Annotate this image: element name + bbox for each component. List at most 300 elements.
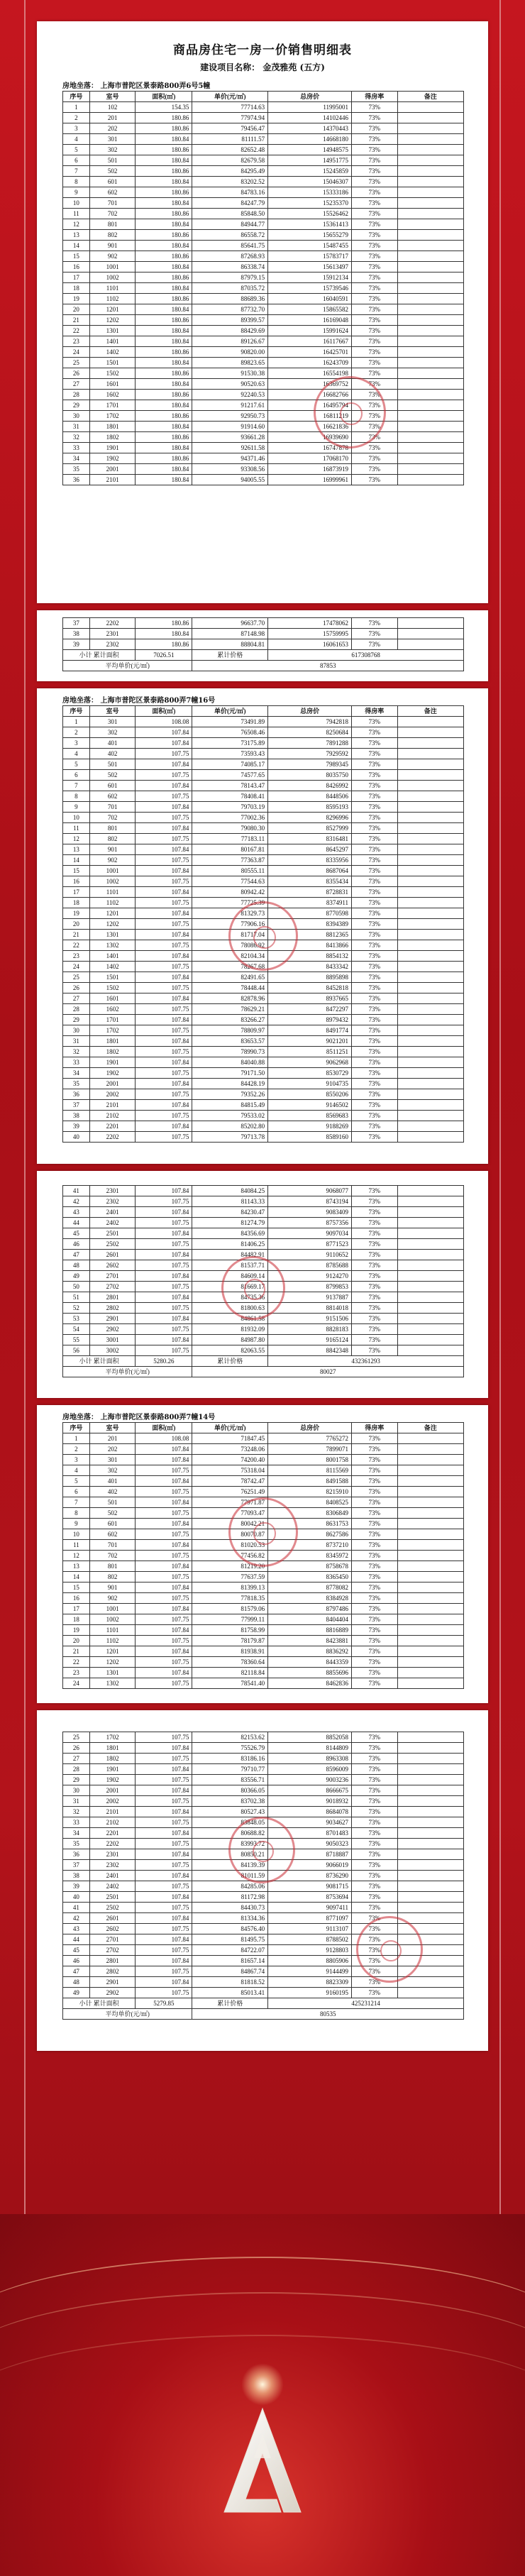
table-cell: 8530729: [268, 1068, 352, 1079]
table-row: [63, 219, 464, 230]
table-cell: 8631753: [268, 1519, 352, 1529]
table-cell: [397, 1508, 463, 1519]
table-cell: 801: [89, 1561, 136, 1572]
table-cell: 17: [63, 273, 90, 283]
table-cell: 15759995: [268, 629, 352, 639]
table-cell: 180.86: [136, 347, 192, 358]
subtotal-label: 小计 累计面积: [63, 1998, 136, 2009]
table-cell: 8805906: [268, 1956, 352, 1966]
table-cell: [397, 834, 463, 844]
table-cell: 2901: [89, 1314, 136, 1324]
table-cell: [397, 113, 463, 123]
table-cell: [397, 1186, 463, 1196]
table-cell: 81717.04: [192, 930, 268, 940]
table-cell: 16243709: [268, 358, 352, 368]
table-cell: 48: [63, 1977, 90, 1988]
column-header: 面积(㎡): [136, 1423, 192, 1433]
table-cell: 2902: [89, 1324, 136, 1335]
table-cell: 8374911: [268, 898, 352, 908]
table-cell: 17: [63, 887, 90, 898]
table-cell: 47: [63, 1250, 90, 1260]
table-cell: 107.75: [136, 1529, 192, 1540]
table-cell: [397, 759, 463, 770]
table-cell: 8215910: [268, 1487, 352, 1497]
table-cell: 701: [89, 802, 136, 813]
table-cell: [397, 1657, 463, 1668]
average-price-row: [63, 1367, 464, 1377]
table-cell: 2101: [89, 1100, 136, 1111]
table-cell: 84084.25: [192, 1186, 268, 1196]
table-cell: 1102: [89, 898, 136, 908]
table-cell: 107.84: [136, 823, 192, 834]
table-cell: 702: [89, 813, 136, 823]
table-row: [63, 230, 464, 241]
table-cell: 21: [63, 930, 90, 940]
table-cell: 81011.59: [192, 1871, 268, 1881]
table-cell: 8589160: [268, 1132, 352, 1143]
table-cell: 83993.72: [192, 1839, 268, 1849]
table-cell: 73%: [352, 315, 398, 326]
table-cell: 2802: [89, 1303, 136, 1314]
table-cell: 73%: [352, 1561, 398, 1572]
table-cell: 180.86: [136, 123, 192, 134]
table-cell: [397, 823, 463, 834]
table-cell: 15: [63, 1583, 90, 1593]
table-cell: 73%: [352, 717, 398, 727]
table-cell: 81143.33: [192, 1196, 268, 1207]
table-row: [63, 187, 464, 198]
table-cell: 32: [63, 1047, 90, 1057]
table-cell: 1202: [89, 315, 136, 326]
table-cell: 73%: [352, 1668, 398, 1678]
table-cell: 8828183: [268, 1324, 352, 1335]
table-cell: 1002: [89, 273, 136, 283]
table-cell: [397, 844, 463, 855]
table-cell: 73%: [352, 972, 398, 983]
table-cell: 26: [63, 1743, 90, 1754]
table-cell: 85641.75: [192, 241, 268, 251]
table-cell: 1802: [89, 432, 136, 443]
table-cell: 107.75: [136, 1004, 192, 1015]
table-cell: 73%: [352, 1903, 398, 1913]
table-row: [63, 1614, 464, 1625]
table-cell: 107.84: [136, 1583, 192, 1593]
table-cell: [397, 1444, 463, 1455]
table-cell: 902: [89, 251, 136, 262]
table-cell: 1501: [89, 358, 136, 368]
table-row: [63, 1668, 464, 1678]
project-suffix: (五方): [299, 62, 325, 72]
table-cell: 24: [63, 962, 90, 972]
table-cell: 107.84: [136, 1977, 192, 1988]
table-row: [63, 379, 464, 390]
table-cell: 107.84: [136, 1250, 192, 1260]
table-cell: 31: [63, 1036, 90, 1047]
table-cell: 81020.53: [192, 1540, 268, 1551]
table-row: [63, 177, 464, 187]
table-cell: 92240.53: [192, 390, 268, 400]
table-cell: [397, 1455, 463, 1465]
table-cell: 73%: [352, 166, 398, 177]
table-cell: 80942.42: [192, 887, 268, 898]
table-cell: 107.75: [136, 1551, 192, 1561]
table-cell: 107.84: [136, 1934, 192, 1945]
table-cell: 5: [63, 759, 90, 770]
table-cell: 8979432: [268, 1015, 352, 1025]
table-cell: 25: [63, 358, 90, 368]
table-cell: 89126.67: [192, 336, 268, 347]
table-cell: [397, 1068, 463, 1079]
table-cell: 82878.96: [192, 993, 268, 1004]
table-cell: 18: [63, 283, 90, 294]
table-cell: [397, 304, 463, 315]
table-cell: [397, 1036, 463, 1047]
table-cell: [397, 1121, 463, 1132]
table-cell: 8852058: [268, 1732, 352, 1743]
subtotal-price: 425231214: [268, 1998, 464, 2009]
table-cell: 9104735: [268, 1079, 352, 1089]
table-cell: [397, 1057, 463, 1068]
official-seal-stamp: [228, 1817, 295, 1883]
table-cell: 8491774: [268, 1025, 352, 1036]
table-cell: 81932.09: [192, 1324, 268, 1335]
table-cell: 2001: [89, 1079, 136, 1089]
table-cell: 6: [63, 770, 90, 781]
table-cell: 17068170: [268, 453, 352, 464]
subtotal-area: 5280.26: [136, 1356, 192, 1367]
table-cell: 8718887: [268, 1849, 352, 1860]
table-cell: 38: [63, 1871, 90, 1881]
table-cell: [397, 1487, 463, 1497]
table-cell: 83556.71: [192, 1775, 268, 1785]
table-cell: 15783717: [268, 251, 352, 262]
table-cell: 73%: [352, 294, 398, 304]
table-cell: 84722.07: [192, 1945, 268, 1956]
average-price-value: 80027: [192, 1367, 464, 1377]
table-cell: 79710.77: [192, 1764, 268, 1775]
table-cell: 8757356: [268, 1218, 352, 1228]
table-cell: 26: [63, 368, 90, 379]
column-header: 得房率: [352, 1423, 398, 1433]
table-cell: 18: [63, 898, 90, 908]
table-cell: 77999.11: [192, 1614, 268, 1625]
table-cell: [397, 1551, 463, 1561]
table-cell: 73%: [352, 1487, 398, 1497]
table-cell: 3002: [89, 1345, 136, 1356]
table-cell: 107.84: [136, 1561, 192, 1572]
table-cell: 34: [63, 453, 90, 464]
table-cell: 78990.73: [192, 1047, 268, 1057]
table-row: [63, 102, 464, 113]
table-cell: 1302: [89, 1678, 136, 1689]
table-cell: 107.75: [136, 1239, 192, 1250]
table-row: [63, 1207, 464, 1218]
table-row: [63, 1186, 464, 1196]
table-cell: 73491.89: [192, 717, 268, 727]
document-page-2: [37, 610, 488, 681]
table-cell: 401: [89, 1476, 136, 1487]
table-cell: [397, 1047, 463, 1057]
table-cell: 9066019: [268, 1860, 352, 1871]
table-cell: 86338.74: [192, 262, 268, 273]
table-cell: 8753694: [268, 1892, 352, 1903]
table-cell: 9003236: [268, 1775, 352, 1785]
table-cell: 8736290: [268, 1871, 352, 1881]
table-row: [63, 1625, 464, 1636]
table-cell: 180.84: [136, 134, 192, 145]
document-page-1: [37, 21, 488, 603]
table-cell: 73%: [352, 1892, 398, 1903]
table-cell: 602: [89, 791, 136, 802]
table-cell: 81800.63: [192, 1303, 268, 1314]
table-cell: 15526462: [268, 209, 352, 219]
table-cell: 73%: [352, 898, 398, 908]
table-cell: 84040.88: [192, 1057, 268, 1068]
table-cell: 107.84: [136, 866, 192, 876]
table-cell: 107.84: [136, 1476, 192, 1487]
table-cell: 1802: [89, 1754, 136, 1764]
table-cell: 1302: [89, 940, 136, 951]
table-cell: 1801: [89, 1036, 136, 1047]
table-row: [63, 1593, 464, 1604]
table-cell: 73%: [352, 1260, 398, 1271]
table-cell: 802: [89, 230, 136, 241]
table-cell: [397, 738, 463, 749]
table-cell: [397, 443, 463, 453]
table-cell: 73%: [352, 1754, 398, 1764]
table-cell: 2301: [89, 629, 136, 639]
table-cell: 502: [89, 1508, 136, 1519]
table-cell: 601: [89, 781, 136, 791]
table-cell: [397, 432, 463, 443]
table-cell: 15991624: [268, 326, 352, 336]
table-cell: 8728831: [268, 887, 352, 898]
table-cell: 78629.21: [192, 1004, 268, 1015]
table-cell: [397, 1433, 463, 1444]
table-row: [63, 1903, 464, 1913]
table-cell: [397, 134, 463, 145]
table-cell: 202: [89, 1444, 136, 1455]
table-cell: 107.75: [136, 1260, 192, 1271]
table-cell: [397, 1678, 463, 1689]
table-cell: [397, 1476, 463, 1487]
table-cell: 81329.73: [192, 908, 268, 919]
table-cell: 8684078: [268, 1807, 352, 1817]
table-cell: 2901: [89, 1977, 136, 1988]
table-row: [63, 887, 464, 898]
table-row: [63, 464, 464, 475]
table-cell: 28: [63, 1764, 90, 1775]
table-cell: 2401: [89, 1207, 136, 1218]
table-cell: 78267.68: [192, 962, 268, 972]
table-cell: 81219.20: [192, 1561, 268, 1572]
table-row: [63, 823, 464, 834]
table-cell: 107.75: [136, 1303, 192, 1314]
table-cell: 107.84: [136, 908, 192, 919]
table-row: [63, 972, 464, 983]
table-cell: 73%: [352, 1433, 398, 1444]
column-header: 备注: [397, 1423, 463, 1433]
table-cell: 180.84: [136, 379, 192, 390]
table-cell: 8569683: [268, 1111, 352, 1121]
table-row: [63, 304, 464, 315]
table-cell: [397, 1132, 463, 1143]
table-cell: 9: [63, 187, 90, 198]
table-cell: 107.84: [136, 1892, 192, 1903]
table-cell: 107.75: [136, 1754, 192, 1764]
table-cell: [397, 930, 463, 940]
table-cell: 39: [63, 639, 90, 650]
table-cell: 77974.94: [192, 113, 268, 123]
table-cell: [397, 1732, 463, 1743]
table-cell: 73%: [352, 1614, 398, 1625]
table-cell: 107.84: [136, 1764, 192, 1775]
table-cell: [397, 1218, 463, 1228]
table-cell: 46: [63, 1956, 90, 1966]
table-cell: 107.84: [136, 1668, 192, 1678]
table-cell: 1901: [89, 1057, 136, 1068]
table-cell: 73%: [352, 1519, 398, 1529]
table-cell: 78179.87: [192, 1636, 268, 1646]
table-cell: 30: [63, 1785, 90, 1796]
table-cell: 73%: [352, 1913, 398, 1924]
table-cell: 8365450: [268, 1572, 352, 1583]
table-cell: 84609.14: [192, 1271, 268, 1282]
table-cell: 107.84: [136, 1335, 192, 1345]
table-cell: 8035750: [268, 770, 352, 781]
table-cell: 12: [63, 834, 90, 844]
table-cell: 73%: [352, 618, 398, 629]
table-cell: [397, 1004, 463, 1015]
table-cell: 16040591: [268, 294, 352, 304]
table-cell: 82679.58: [192, 155, 268, 166]
table-row: [63, 759, 464, 770]
table-cell: 88804.81: [192, 639, 268, 650]
table-cell: 16061653: [268, 639, 352, 650]
table-cell: 1002: [89, 1614, 136, 1625]
table-cell: 73%: [352, 802, 398, 813]
table-cell: 21: [63, 1646, 90, 1657]
table-cell: 73%: [352, 1657, 398, 1668]
column-header: 得房率: [352, 706, 398, 717]
table-cell: 180.86: [136, 618, 192, 629]
table-cell: 8426992: [268, 781, 352, 791]
table-row: [63, 1678, 464, 1689]
table-cell: 78143.47: [192, 781, 268, 791]
table-cell: 73%: [352, 1807, 398, 1817]
table-cell: 9188269: [268, 1121, 352, 1132]
subtotal-area: 5279.85: [136, 1998, 192, 2009]
table-row: [63, 1324, 464, 1335]
table-cell: 2301: [89, 1186, 136, 1196]
table-cell: [397, 855, 463, 866]
table-cell: 8306849: [268, 1508, 352, 1519]
table-row: [63, 618, 464, 629]
table-cell: [397, 1583, 463, 1593]
table-row: [63, 251, 464, 262]
table-cell: 84735.36: [192, 1292, 268, 1303]
table-cell: 801: [89, 823, 136, 834]
table-row: [63, 134, 464, 145]
table-cell: 35: [63, 1839, 90, 1849]
table-cell: 79352.26: [192, 1089, 268, 1100]
right-frame-line: [499, 0, 501, 2576]
table-cell: [397, 155, 463, 166]
table-cell: [397, 1636, 463, 1646]
table-cell: [397, 618, 463, 629]
table-cell: 17: [63, 1604, 90, 1614]
table-cell: 73%: [352, 209, 398, 219]
column-header: 单价(元/㎡): [192, 1423, 268, 1433]
column-header: 备注: [397, 706, 463, 717]
table-cell: 2501: [89, 1892, 136, 1903]
table-cell: 2202: [89, 1132, 136, 1143]
table-cell: 81495.75: [192, 1934, 268, 1945]
table-cell: 8814018: [268, 1303, 352, 1314]
table-cell: 8743194: [268, 1196, 352, 1207]
table-row: [63, 432, 464, 443]
table-cell: 1301: [89, 326, 136, 336]
table-cell: 22: [63, 326, 90, 336]
table-cell: [397, 326, 463, 336]
table-cell: 1802: [89, 1047, 136, 1057]
table-row: [63, 198, 464, 209]
table-cell: [397, 358, 463, 368]
table-cell: 2201: [89, 1121, 136, 1132]
table-cell: [397, 1335, 463, 1345]
table-cell: 8855696: [268, 1668, 352, 1678]
table-cell: 8823309: [268, 1977, 352, 1988]
table-cell: 15865582: [268, 304, 352, 315]
table-cell: 107.84: [136, 972, 192, 983]
table-cell: 90820.00: [192, 347, 268, 358]
section-heading: 房地坐落： 上海市普陀区景泰路800弄7幢14号: [62, 1414, 216, 1421]
table-row: [63, 1444, 464, 1455]
table-cell: [397, 866, 463, 876]
table-cell: 107.84: [136, 738, 192, 749]
table-cell: 107.75: [136, 770, 192, 781]
subtotal-row: [63, 650, 464, 661]
table-cell: [397, 177, 463, 187]
table-cell: 12: [63, 1551, 90, 1561]
table-row: [63, 629, 464, 639]
table-cell: 107.75: [136, 983, 192, 993]
table-cell: 78448.44: [192, 983, 268, 993]
table-row: [63, 1646, 464, 1657]
light-glow: [241, 2363, 284, 2406]
table-cell: 8771097: [268, 1913, 352, 1924]
table-row: [63, 1111, 464, 1121]
table-row: [63, 1004, 464, 1015]
table-cell: 2701: [89, 1934, 136, 1945]
average-price-label: 平均单价(元/㎡): [63, 1367, 192, 1377]
table-cell: 92611.58: [192, 443, 268, 453]
table-cell: 81579.06: [192, 1604, 268, 1614]
table-cell: 180.84: [136, 155, 192, 166]
table-cell: 73%: [352, 1292, 398, 1303]
table-row: [63, 1807, 464, 1817]
table-cell: 2702: [89, 1282, 136, 1292]
table-row: [63, 1089, 464, 1100]
table-cell: 24: [63, 1678, 90, 1689]
table-cell: 85202.80: [192, 1121, 268, 1132]
table-cell: 73%: [352, 887, 398, 898]
table-cell: 27: [63, 993, 90, 1004]
table-cell: 16873919: [268, 464, 352, 475]
official-seal-stamp: [228, 1497, 298, 1567]
table-cell: 2502: [89, 1903, 136, 1913]
table-cell: 73%: [352, 1881, 398, 1892]
